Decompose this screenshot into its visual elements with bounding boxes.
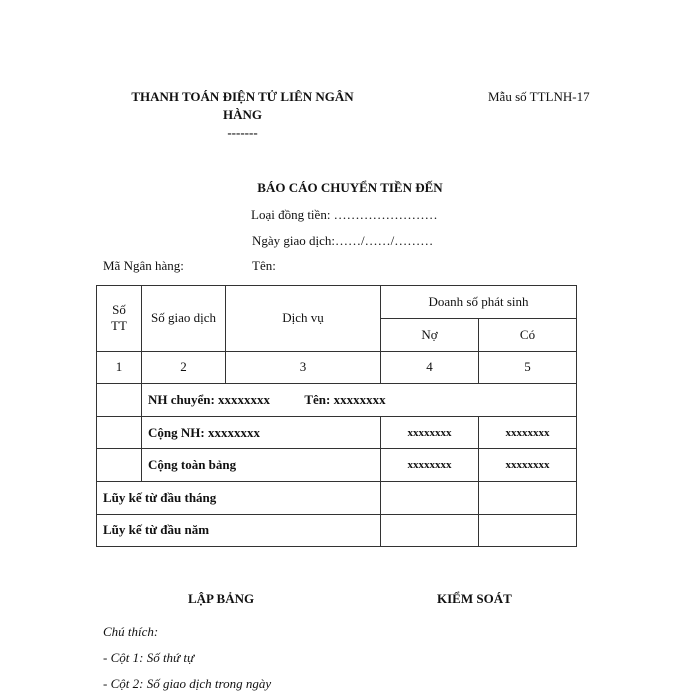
sending-bank-code: NH chuyển: xxxxxxxx [148,391,271,407]
bank-code-label: Mã Ngân hàng: [103,258,184,273]
currency-line: Loại đồng tiền: …………………… [251,207,438,222]
grand-total-debit: xxxxxxxx [381,449,479,482]
bank-total-row [97,416,577,449]
header-service: Dịch vụ [226,286,381,352]
organization-divider: ------- [227,125,258,140]
header-turnover: Doanh số phát sinh [381,286,577,319]
grand-total-label: Cộng toàn bảng [142,449,381,482]
month-to-date-row [97,481,577,514]
form-code: Mẫu số TTLNH-17 [488,89,590,104]
sending-bank-cell [142,384,577,417]
column-number: 3 [226,351,381,384]
report-title: BÁO CÁO CHUYỂN TIỀN ĐẾN [257,180,443,195]
organization-header [110,88,375,142]
table-header-row [97,286,577,319]
note-item: - Cột 2: Số giao dịch trong ngày [103,676,272,691]
year-to-date-label: Lũy kế từ đầu năm [97,514,381,547]
controlled-by-label: KIỂM SOÁT [437,591,512,606]
note-item: - Cột 1: Số thứ tự [103,650,195,665]
notes-title: Chú thích: [103,624,159,639]
year-to-date-row [97,514,577,547]
transaction-date-line: Ngày giao dịch:……/……/……… [252,233,434,248]
bank-total-debit: xxxxxxxx [381,416,479,449]
report-table [96,285,577,547]
month-to-date-label: Lũy kế từ đầu tháng [97,481,381,514]
column-number-row [97,351,577,384]
column-number: 1 [97,351,142,384]
bank-total-credit: xxxxxxxx [479,416,577,449]
column-number: 4 [381,351,479,384]
bank-total-label: Cộng NH: xxxxxxxx [142,416,381,449]
header-stt: Số TT [97,286,142,352]
header-debit: Nợ [381,319,479,352]
bank-name-label: Tên: [252,258,276,273]
prepared-by-label: LẬP BẢNG [188,591,255,606]
organization-name-line2: HÀNG [223,107,262,122]
grand-total-row [97,449,577,482]
column-number: 5 [479,351,577,384]
sending-bank-row [97,384,577,417]
grand-total-credit: xxxxxxxx [479,449,577,482]
organization-name-line1: THANH TOÁN ĐIỆN TỬ LIÊN NGÂN [131,89,354,104]
column-number: 2 [142,351,226,384]
header-credit: Có [479,319,577,352]
sending-bank-name: Tên: xxxxxxxx [304,391,386,407]
header-transaction-no: Số giao dịch [142,286,226,352]
